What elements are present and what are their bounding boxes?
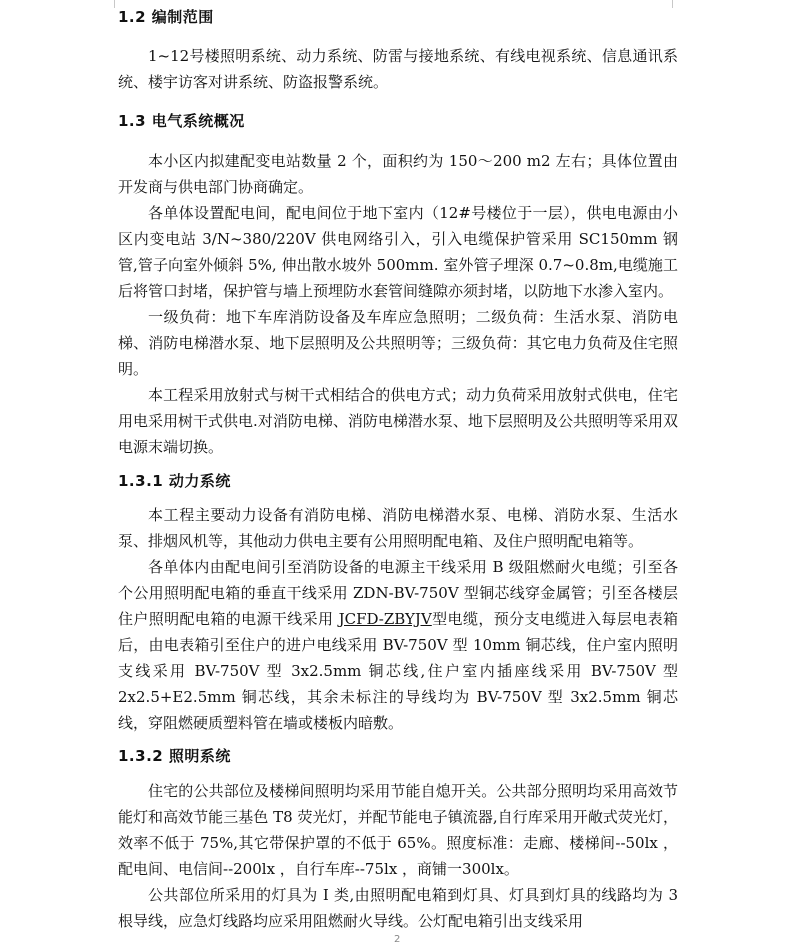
page-corner-mark: [672, 0, 691, 8]
section-body-1-3: [118, 148, 678, 460]
paragraph: 本小区内拟建配变电站数量 2 个，面积约为 150～200 m2 左右；具体位置由开发商与供电部门协商确定。: [118, 152, 678, 196]
section-body-1-3-2: [118, 778, 678, 934]
paragraph: 1~12号楼照明系统、动力系统、防雷与接地系统、有线电视系统、信息通讯系统、楼宇访客对讲系统、防盗报警系统。: [118, 47, 678, 91]
paragraph: 住宅的公共部位及楼梯间照明均采用节能自熄开关。公共部分照明均采用高效节能灯和高效节能三基色 T8 荧光灯，并配节能电子镇流器,自行库采用开敞式荧光灯，效率不低于 75%,其它带保护罩的不低于 65%。照度标准：走廊、楼梯间--50lx ，配电间、电信间--200lx ，自行车库--75lx ，商铺一300lx。: [118, 782, 678, 878]
paragraph: [118, 554, 678, 736]
section-heading-1-3: 1.3 电气系统概况: [118, 112, 245, 130]
paragraph-text: 型电缆，预分支电缆进入每层电表箱后，由电表箱引至住户的进户电线采用 BV-750V 型 10mm 铜芯线，住户室内照明支线采用 BV-750V 型 3x2.5mm 铜芯线,住户室内插座线采用 BV-750V 型 2x2.5+E2.5mm 铜芯线，其余未标注的导线均为 BV-750V 型 3x2.5mm 铜芯线，穿阻燃硬质塑料管在墙或楼板内暗敷。: [118, 610, 678, 732]
section-heading-1-3-1: 1.3.1 动力系统: [118, 472, 231, 490]
section-heading-1-2: 1.2 编制范围: [118, 8, 214, 26]
section-heading-1-3-2: 1.3.2 照明系统: [118, 747, 231, 765]
paragraph: 公共部位所采用的灯具为 I 类,由照明配电箱到灯具、灯具到灯具的线路均为 3 根导线，应急灯线路均应采用阻燃耐火导线。公灯配电箱引出支线采用: [118, 886, 678, 930]
paragraph-text: 各单体内由配电间引至消防设备的电源主干线采用 B 级阻燃耐火电缆；引至各个公用照明配电箱的垂直干线采用 ZDN-BV-750V 型铜芯线穿金属管；引至各楼层住户照明配电箱的电源干线采用: [118, 558, 678, 628]
page-number: 2: [394, 934, 401, 945]
paragraph: 各单体设置配电间，配电间位于地下室内（12#号楼位于一层），供电电源由小区内变电站 3/N~380/220V 供电网络引入，引入电缆保护管采用 SC150mm 钢管,管子向室外倾斜 5%, 伸出散水坡外 500mm. 室外管子埋深 0.7~0.8m,电缆施工后将管口封堵，保护管与墙上预埋防水套管间缝隙亦须封堵，以防地下水渗入室内。: [118, 204, 678, 300]
paragraph: 一级负荷：地下车库消防设备及车库应急照明；二级负荷：生活水泵、消防电梯、消防电梯潜水泵、地下层照明及公共照明等；三级负荷：其它电力负荷及住宅照明。: [118, 308, 678, 378]
section-body-1-3-1: [118, 502, 678, 736]
cable-model-underlined: JCFD-ZBYJV: [338, 610, 432, 628]
page-corner-mark: [96, 0, 115, 8]
paragraph: 本工程主要动力设备有消防电梯、消防电梯潜水泵、电梯、消防水泵、生活水泵、排烟风机等，其他动力供电主要有公用照明配电箱、及住户照明配电箱等。: [118, 506, 678, 550]
paragraph: 本工程采用放射式与树干式相结合的供电方式；动力负荷采用放射式供电，住宅用电采用树干式供电.对消防电梯、消防电梯潜水泵、地下层照明及公共照明等采用双电源末端切换。: [118, 386, 678, 456]
